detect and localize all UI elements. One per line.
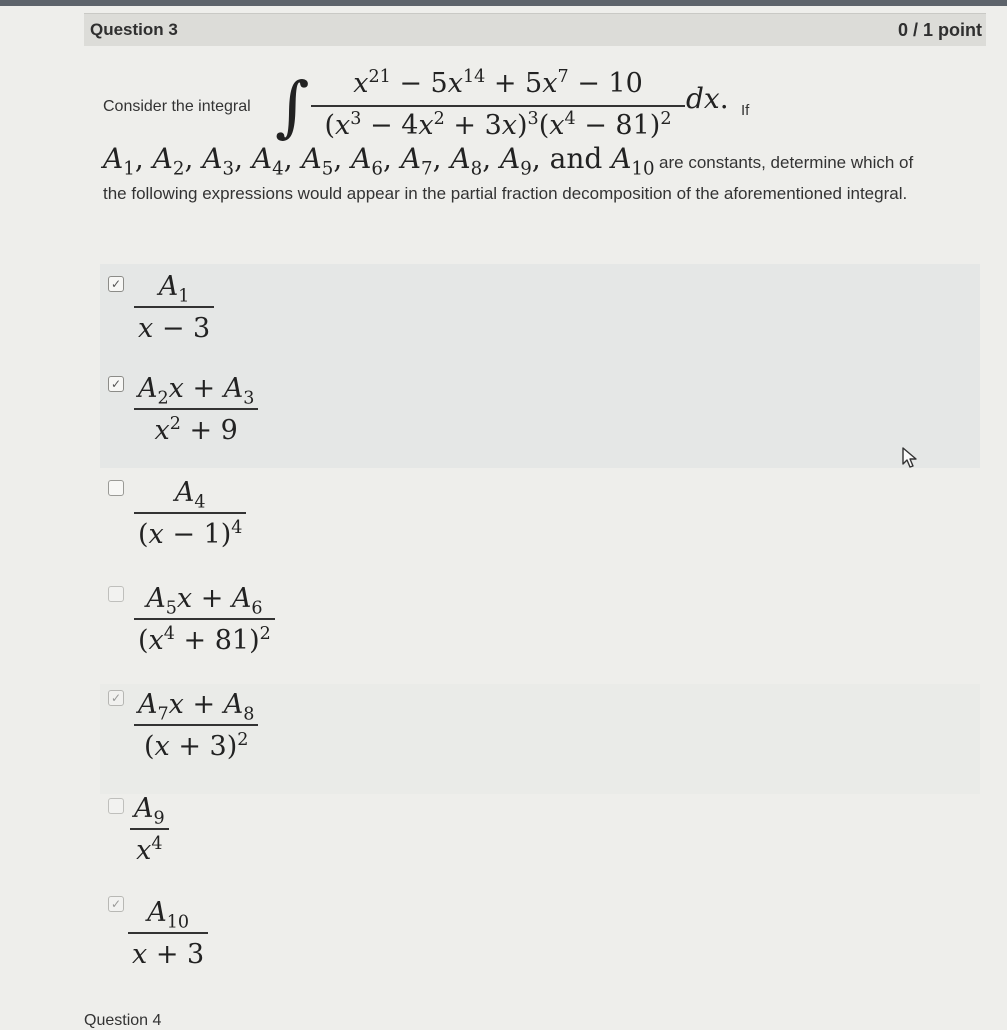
option-checkbox-5[interactable] [108,690,124,706]
prompt-if-text: If [741,102,750,119]
option-expression-4: $A_5x + A_6$ $(x^4 + 81)^2$ [134,582,275,658]
option-checkbox-2[interactable] [108,376,124,392]
option-expression-6: $A_9$ $x^4$ [130,792,169,868]
constants-list: $A_1$, $A_2$, $A_3$, $A_4$, $A_5$, $A_6$, $A_7$, $A_8$, $A_9$, and $A_{10}$ [103,142,655,180]
integral-prompt [103,60,973,150]
option-expression-1: $A_1$ x − 3 [134,270,214,346]
option-checkbox-6[interactable] [108,798,124,814]
option-checkbox-4[interactable] [108,586,124,602]
prompt-consider-text: Consider the integral [103,98,251,115]
option-checkbox-3[interactable] [108,480,124,496]
integral-numerator: $x^{21} - 5x^{14} + 5x^7 - 10$ [353,67,643,99]
answer-option-2[interactable] [100,370,400,470]
option-checkbox-7[interactable] [108,896,124,912]
option-checkbox-1[interactable] [108,276,124,292]
answer-option-1[interactable] [100,268,400,368]
option-expression-5: $A_7x + A_8$ $(x + 3)^2$ [134,688,258,764]
integral-fraction [311,66,685,144]
checkmark-icon: ✓ [110,377,122,391]
option-expression-2: $A_2x + A_3$ $x^2 + 9$ [134,372,258,448]
answer-option-5[interactable] [100,686,400,786]
integral-sign: ∫ [275,68,310,145]
integral-differential: dx. [686,82,729,115]
prompt-body-text: the following expressions would appear in the partial fraction decomposition of the aforementioned integral. [103,184,908,203]
cursor-arrow-icon [900,446,920,470]
constants-tail-text: are constants, determine which of [659,153,914,172]
constants-line [103,142,983,180]
top-window-strip [0,0,1007,6]
answer-option-6[interactable] [100,790,400,890]
question-header [84,13,986,46]
question-title: Question 3 [90,20,178,39]
checkmark-icon: ✓ [110,277,122,291]
checkmark-icon: ✓ [110,691,122,705]
next-question-title: Question 4 [84,1012,162,1029]
integral-denominator: $(x^3 - 4x^2 + 3x)^3(x^4 - 81)^2$ [324,109,672,141]
integral-fraction-bar [311,105,685,107]
option-expression-7: $A_{10}$ x + 3 [128,896,208,972]
checkmark-icon: ✓ [110,897,122,911]
question-points: 0 / 1 point [897,19,982,40]
answer-option-7[interactable] [100,894,400,994]
answer-option-3[interactable] [100,474,400,574]
answer-option-4[interactable] [100,580,400,680]
option-expression-3: $A_4$ $(x - 1)^4$ [134,476,246,552]
